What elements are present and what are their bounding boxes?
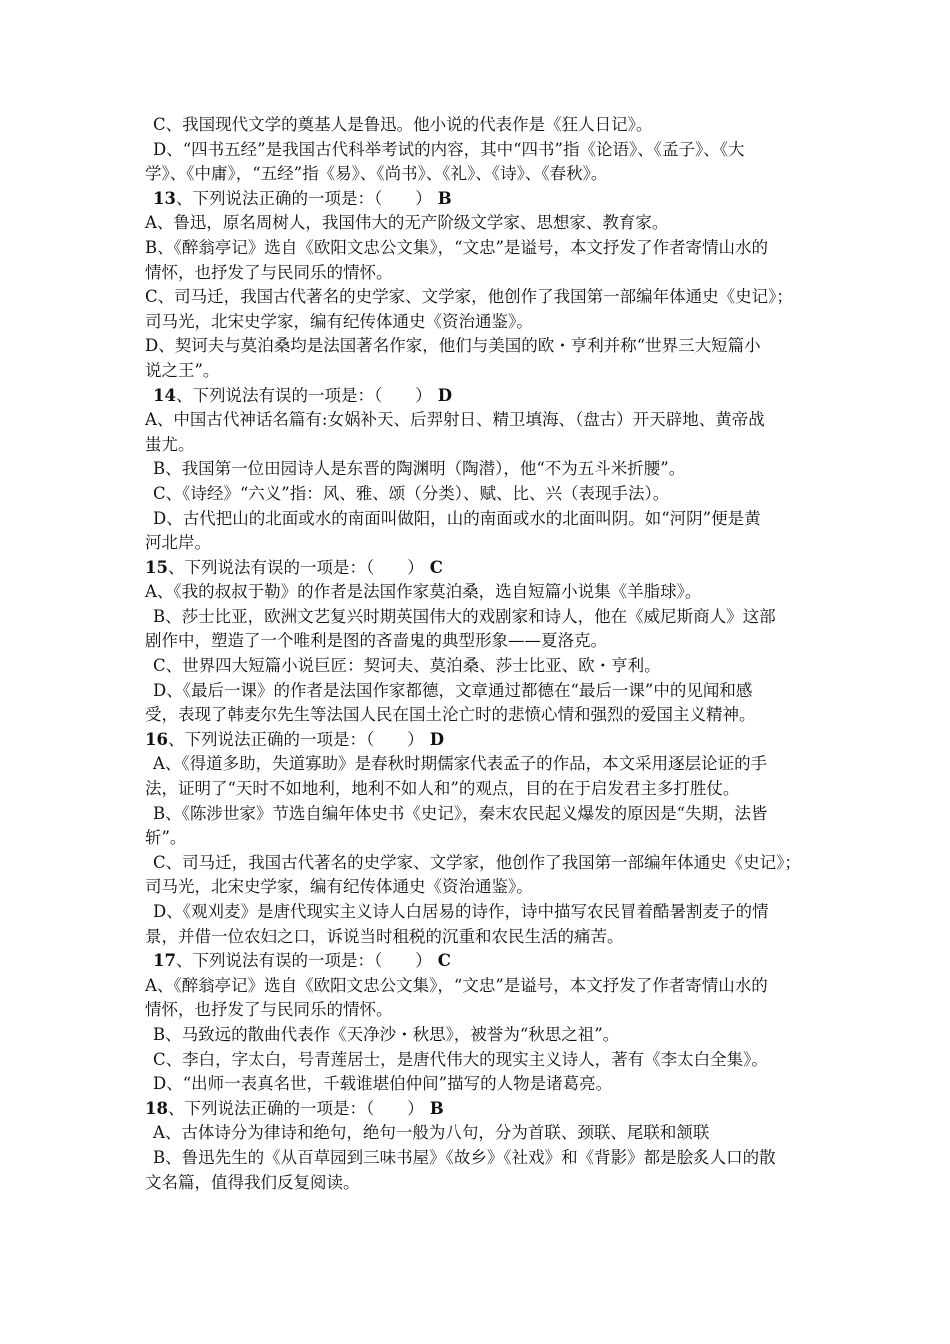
line-text: D、《最后一课》的作者是法国作家都德，文章通过都德在“最后一课”中的见闻和感 [153,680,753,700]
text-line [145,1146,815,1171]
line-text: C、司马迁，我国古代著名的史学家、文学家，他创作了我国第一部编年体通史《史记》； [153,852,801,872]
text-line [145,236,815,261]
line-text: A、鲁迅，原名周树人，我国伟大的无产阶级文学家、思想家、教育家。 [145,213,669,233]
text-line [145,654,815,679]
line-text: D、“四书五经”是我国古代科举考试的内容，其中“四书”指《论语》、《孟子》、《大 [153,139,745,159]
text-line [145,777,815,802]
text-line [145,925,815,950]
line-text: 司马光，北宋史学家，编有纪传体通史《资治通鉴》。 [145,877,533,897]
line-text: 法，证明了“天时不如地利，地利不如人和”的观点，目的在于启发君主多打胜仗。 [145,779,740,799]
line-text: 文名篇，值得我们反复阅读。 [145,1172,360,1192]
question-heading [145,187,815,212]
question-prompt: 、下列说法有误的一项是：（ ） [175,951,432,971]
text-line [145,1171,815,1196]
line-text: 情怀，也抒发了与民同乐的情怀。 [145,1000,393,1020]
text-line [145,629,815,654]
question-heading [145,556,815,581]
question-prompt: 、下列说法正确的一项是：（ ） [167,729,424,749]
line-text: B、《陈涉世家》节选自编年体史书《史记》，秦末农民起义爆发的原因是“失期，法皆 [153,803,768,823]
text-line [145,900,815,925]
answer-letter: C [437,951,451,971]
text-line [145,1072,815,1097]
text-line [145,679,815,704]
text-line [145,162,815,187]
line-text: D、《观刈麦》是唐代现实主义诗人白居易的诗作，诗中描写农民冒着酷暑割麦子的情 [153,902,769,921]
answer-letter: B [429,1098,444,1118]
text-line [145,1023,815,1048]
line-text: 剧作中，塑造了一个唯利是图的吝啬鬼的典型形象——夏洛克。 [145,631,607,651]
text-line [145,138,815,163]
line-text: A、中国古代神话名篇有:女娲补天、后羿射日、精卫填海、（盘古）开天辟地、黄帝战 [145,410,765,430]
text-line [145,998,815,1023]
document-page [145,113,815,1195]
text-line [145,851,815,876]
text-line [145,580,815,605]
line-text: A、《醉翁亭记》选自《欧阳文忠公文集》，“文忠”是谥号，本文抒发了作者寄情山水的 [145,975,768,995]
text-line [145,752,815,777]
answer-letter: D [437,385,453,405]
line-text: C、我国现代文学的奠基人是鲁迅。他小说的代表作是《狂人日记》。 [153,115,653,134]
line-text: A、古体诗分为律诗和绝句，绝句一般为八句，分为首联、颈联、尾联和颔联 [153,1123,710,1143]
text-line [145,826,815,851]
text-line [145,113,815,138]
line-text: 受，表现了韩麦尔先生等法国人民在国土沦亡时的悲愤心情和强烈的爱国主义精神。 [145,705,756,725]
text-line [145,211,815,236]
text-line [145,1048,815,1073]
line-text: B、我国第一位田园诗人是东晋的陶渊明（陶潜），他“不为五斗米折腰”。 [153,459,686,479]
question-number: 17 [153,951,176,971]
question-prompt: 、下列说法有误的一项是：（ ） [167,557,424,577]
line-text: 斩”。 [145,828,187,848]
line-text: 司马光，北宋史学家，编有纪传体通史《资治通鉴》。 [145,311,533,331]
line-text: B、莎士比亚，欧洲文艺复兴时期英国伟大的戏剧家和诗人，他在《威尼斯商人》这部 [153,606,776,626]
text-line [145,482,815,507]
line-text: C、《诗经》“六义”指：风、雅、颂（分类）、赋、比、兴（表现手法）。 [153,483,670,503]
question-heading [145,384,815,409]
line-text: B、鲁迅先生的《从百草园到三味书屋》《故乡》《社戏》和《背影》都是脍炙人口的散 [153,1147,776,1167]
line-text: 情怀，也抒发了与民同乐的情怀。 [145,262,393,282]
text-line [145,285,815,310]
line-text: 蚩尤。 [145,434,195,454]
text-line [145,1121,815,1146]
text-line [145,359,815,384]
question-heading [145,728,815,753]
line-text: D、古代把山的北面或水的南面叫做阳，山的南面或水的北面叫阴。如“河阴”便是黄 [153,508,761,528]
question-number: 18 [145,1098,168,1118]
question-heading [145,949,815,974]
text-line [145,408,815,433]
text-line [145,507,815,532]
answer-letter: B [437,188,452,208]
line-text: A、《我的叔叔于勒》的作者是法国作家莫泊桑，选自短篇小说集《羊脂球》。 [145,582,702,602]
question-prompt: 、下列说法有误的一项是：（ ） [175,385,432,405]
text-line [145,310,815,335]
text-line [145,875,815,900]
text-line [145,457,815,482]
line-text: 景，并借一位农妇之口，诉说当时租税的沉重和农民生活的痛苦。 [145,926,624,946]
line-text: 河北岸。 [145,533,211,553]
line-text: 说之王”。 [145,360,220,380]
line-text: B、《醉翁亭记》选自《欧阳文忠公文集》，“文忠”是谥号，本文抒发了作者寄情山水的 [145,237,768,257]
line-text: D、“出师一表真名世，千载谁堪伯仲间”描写的人物是诸葛亮。 [153,1074,613,1094]
question-number: 13 [153,188,176,208]
question-prompt: 、下列说法正确的一项是：（ ） [175,188,432,208]
text-line [145,703,815,728]
text-line [145,605,815,630]
text-line [145,433,815,458]
text-line [145,802,815,827]
line-text: B、马致远的散曲代表作《天净沙・秋思》，被誉为“秋思之祖”。 [153,1024,620,1044]
line-text: C、世界四大短篇小说巨匠：契诃夫、莫泊桑、莎士比亚、欧・亨利。 [153,656,661,676]
line-text: D、契诃夫与莫泊桑均是法国著名作家，他们与美国的欧・亨利并称“世界三大短篇小 [145,336,761,356]
answer-letter: D [429,729,445,749]
line-text: C、李白，字太白，号青莲居士，是唐代伟大的现实主义诗人，著有《李太白全集》。 [153,1049,768,1069]
text-line [145,261,815,286]
line-text: A、《得道多助，失道寡助》是春秋时期儒家代表孟子的作品，本文采用逐层论证的手 [153,754,768,774]
question-number: 16 [145,729,168,749]
question-number: 14 [153,385,176,405]
question-prompt: 、下列说法正确的一项是：（ ） [167,1098,424,1118]
text-line [145,974,815,999]
question-number: 15 [145,557,168,577]
answer-letter: C [429,557,443,577]
line-text: 学》、《中庸》，“五经”指《易》、《尚书》、《礼》、《诗》、《春秋》。 [145,164,608,184]
line-text: C、司马迁，我国古代著名的史学家、文学家，他创作了我国第一部编年体通史《史记》； [145,287,793,307]
text-line [145,334,815,359]
question-heading [145,1097,815,1122]
text-line [145,531,815,556]
